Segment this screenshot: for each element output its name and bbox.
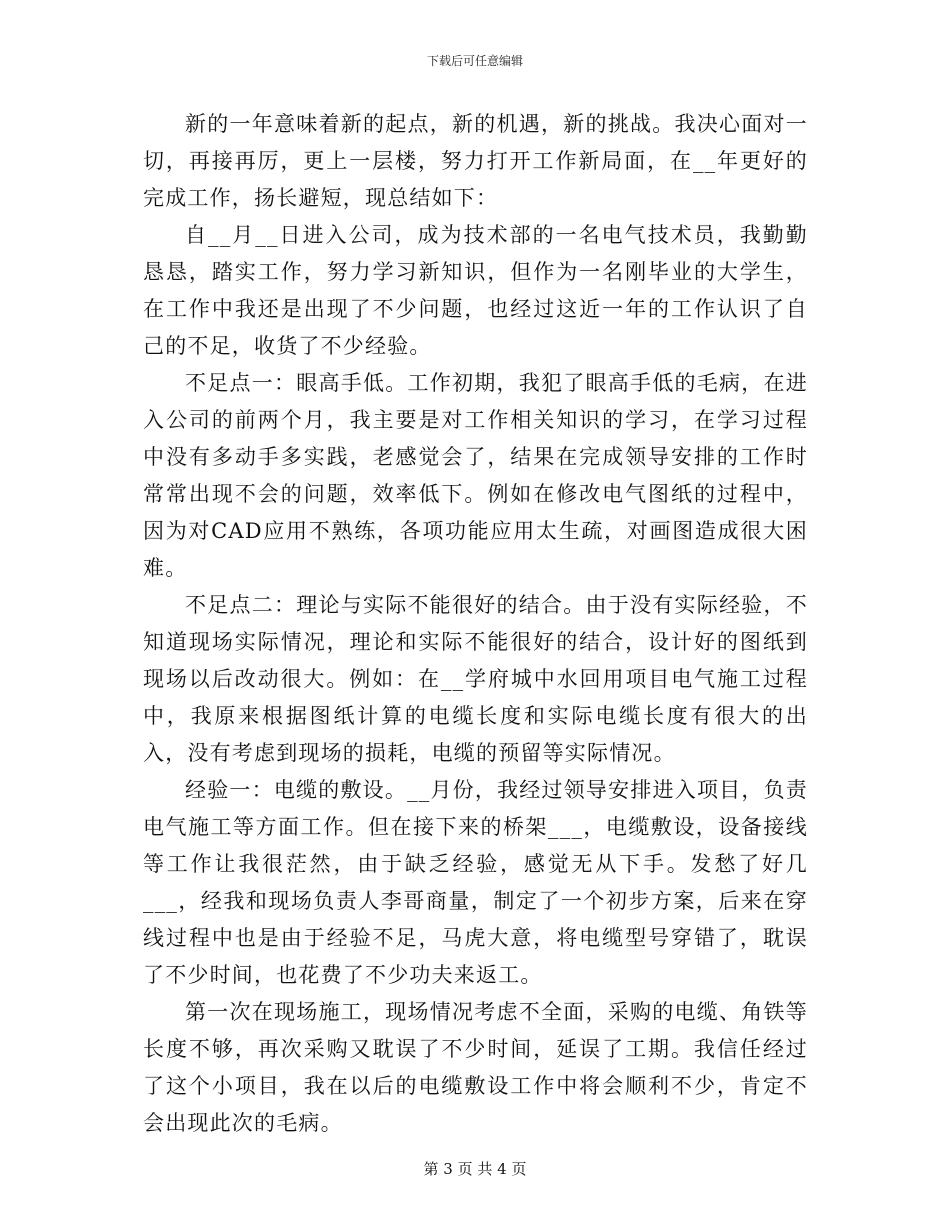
paragraph-intro: 新的一年意味着新的起点，新的机遇，新的挑战。我决心面对一切，再接再厉，更上一层楼，努力打开工作新局面，在__年更好的完成工作，扬长避短，现总结如下： [143, 112, 808, 210]
paragraph-first-site-work: 第一次在现场施工，现场情况考虑不全面，采购的电缆、角铁等长度不够，再次采购又耽误了不少时间，延误了工期。我信任经过了这个小项目，我在以后的电缆敷设工作中将会顺利不少，肯定不会出现此次的毛病。 [143, 1000, 808, 1135]
paragraph-shortcoming-2: 不足点二：理论与实际不能很好的结合。由于没有实际经验，不知道现场实际情况，理论和实际不能很好的结合，设计好的图纸到现场以后改动很大。例如：在__学府城中水回用项目电气施工过程中，我原来根据图纸计算的电缆长度和实际电缆长度有很大的出入，没有考虑到现场的损耗，电缆的预留等实际情况。 [143, 593, 808, 765]
page-footer: 第 3 页 共 4 页 [423, 1160, 527, 1178]
document-body [143, 106, 808, 1142]
paragraph-overview: 自__月__日进入公司，成为技术部的一名电气技术员，我勤勤恳恳，踏实工作，努力学习新知识，但作为一名刚毕业的大学生，在工作中我还是出现了不少问题，也经过这近一年的工作认识了自己的不足，收货了不少经验。 [143, 223, 808, 358]
paragraph-experience-1: 经验一：电缆的敷设。__月份，我经过领导安排进入项目，负责电气施工等方面工作。但在接下来的桥架___，电缆敷设，设备接线等工作让我很茫然，由于缺乏经验，感觉无从下手。发愁了好几___，经我和现场负责人李哥商量，制定了一个初步方案，后来在穿线过程中也是由于经验不足，马虎大意，将电缆型号穿错了，耽误了不少时间，也花费了不少功夫来返工。 [143, 778, 808, 987]
page-header: 下载后可任意编辑 [426, 54, 523, 68]
paragraph-shortcoming-1: 不足点一：眼高手低。工作初期，我犯了眼高手低的毛病，在进入公司的前两个月，我主要是对工作相关知识的学习，在学习过程中没有多动手多实践，老感觉会了，结果在完成领导安排的工作时常常出现不会的问题，效率低下。例如在修改电气图纸的过程中，因为对CAD应用不熟练，各项功能应用太生疏，对画图造成很大困难。 [143, 371, 808, 580]
